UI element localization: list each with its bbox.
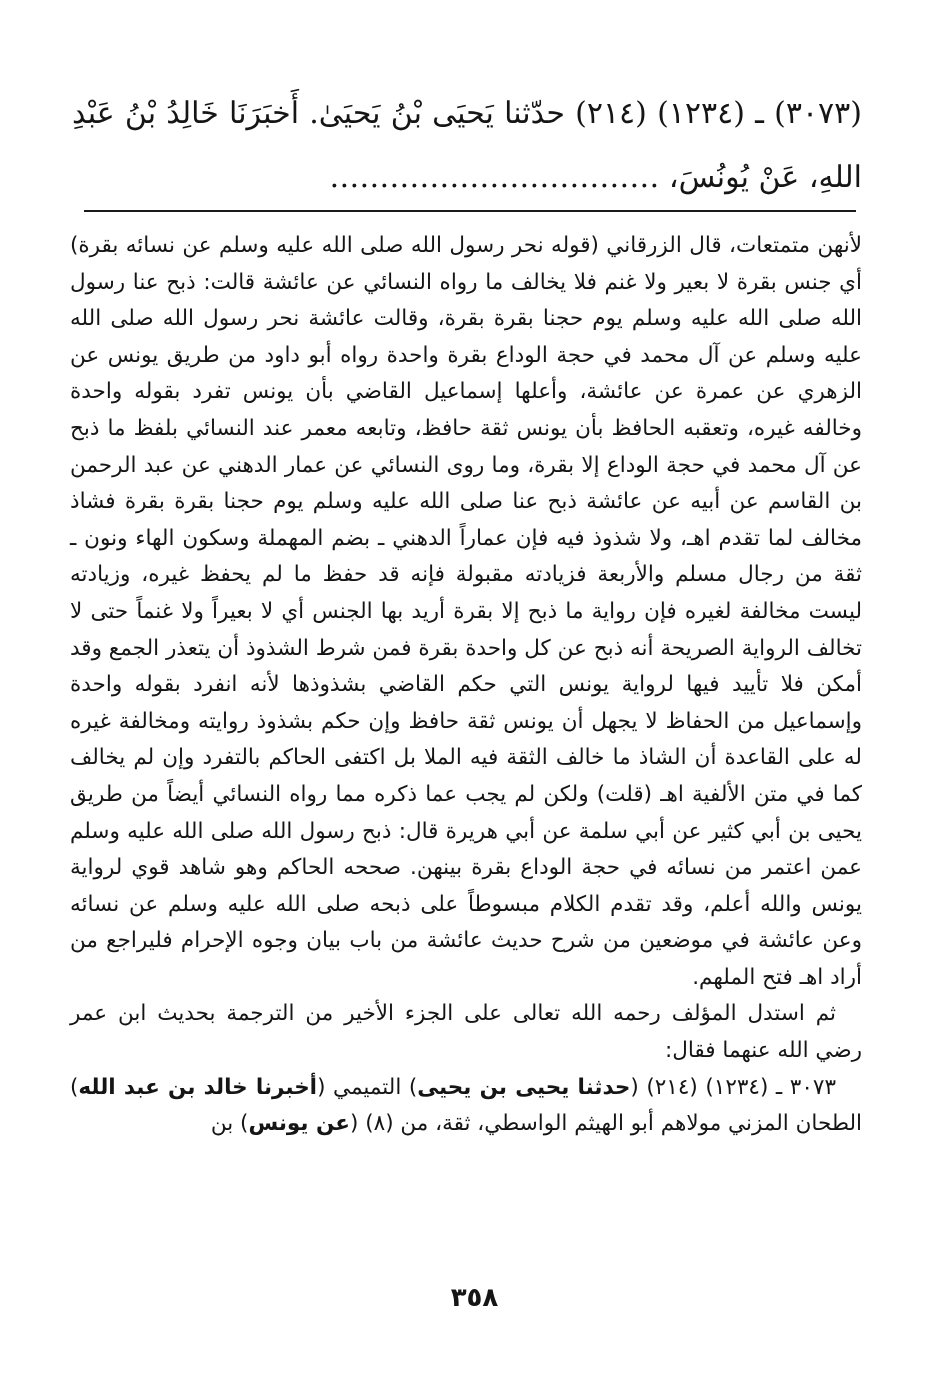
commentary-paragraph: ثم استدل المؤلف رحمه الله تعالى على الجزء الأخير من الترجمة بحديث ابن عمر رضي الله عنهما فقال:: [70, 1001, 862, 1064]
ellipsis-dots: ……………………………: [329, 160, 660, 195]
narrator-note: ) بن: [210, 1111, 249, 1137]
page-number: ٣٥٨: [450, 1283, 499, 1313]
narrator-quote: حدثنا يحيى بن يحيى: [417, 1074, 631, 1100]
hadith-text-block: [72, 82, 862, 210]
hadith-chain-paragraph: [70, 1070, 862, 1143]
footnote-divider: [84, 210, 856, 212]
narrator-note: ) الطحان المزني مولاهم أبو الهيثم الواسطي، ثقة، من (٨) (: [70, 1074, 862, 1137]
commentary-block: [70, 228, 862, 1143]
commentary-paragraph: لأنهن متمتعات، قال الزرقاني (قوله نحر رسول الله صلى الله عليه وسلم عن نسائه بقرة) أي جنس بقرة لا بعير ولا غنم فلا يخالف ما رواه النسائي عن عائشة قالت: ذبح عنا رسول الله صلى الله عليه وسلم يوم حجنا بقرة بقرة، وقالت عائشة نحر رسول الله صلى الله عليه وسلم عن آل محمد في حجة الوداع بقرة واحدة رواه أبو داود من طريق يونس عن الزهري عن عمرة عن عائشة، وأعلها إسماعيل القاضي بأن يونس تفرد بقوله واحدة وخالفه غيره، وتعقبه الحافظ بأن يونس ثقة حافظ، وتابعه معمر عند النسائي بلفظ ما ذبح عن آل محمد في حجة الوداع إلا بقرة، وما روى النسائي عن عمار الدهني عن عبد الرحمن بن القاسم عن أبيه عن عائشة ذبح عنا صلى الله عليه وسلم يوم حجنا بقرة بقرة فشاذ مخالف لما تقدم اهـ، ولا شذوذ فيه فإن عماراً الدهني ـ بضم المهملة وسكون الهاء ونون ـ ثقة من رجال مسلم والأربعة فزيادته مقبولة فإنه قد حفظ ما لم يحفظ غيره، وزيادته ليست مخالفة لغيره فإن رواية ما ذبح إلا بقرة أريد بها الجنس أي لا بعيراً ولا غنماً حتى لا تخالف الرواية الصريحة أنه ذبح عن كل واحدة بقرة فمن شرط الشذوذ أن يتعذر الجمع وقد أمكن فلا تأييد فيها لرواية يونس التي حكم القاضي بشذوذها لأنه انفرد بقوله واحدة وإسماعيل من الحفاظ لا يجهل أن يونس ثقة حافظ وإن حكم بشذوذ روايته ومخالفة غيره له على القاعدة أن الشاذ ما خالف الثقة فيه الملا بل اكتفى الحاكم بالتفرد وإن لم يخالف كما في متن الألفية اهـ (قلت) ولكن لم يجب عما ذكره مما رواه النسائي أيضاً من طريق يحيى بن أبي كثير عن أبي سلمة عن أبي هريرة قال: ذبح رسول الله صلى الله عليه وسلم عمن اعتمر من نسائه في حجة الوداع بقرة بينهن. صححه الحاكم وهو شاهد قوي لرواية يونس والله أعلم، وقد تقدم الكلام مبسوطاً على ذبحه صلى الله عليه وسلم عن نسائه وعن عائشة في موضعين من شرح حديث عائشة من باب بيان وجوه الإحرام فليراجع من أراد اهـ فتح الملهم.: [70, 233, 862, 990]
narrator-note: ) التميمي (: [317, 1074, 418, 1100]
narrator-quote: عن يونس: [248, 1111, 350, 1137]
narrator-quote: أخبرنا خالد بن عبد الله: [78, 1074, 318, 1100]
hadith-text: (٣٠٧٣) ـ (١٢٣٤) (٢١٤) حدّثنا يَحيَى بْنُ يَحيَىٰ. أَخبَرَنَا خَالِدُ بْنُ عَبْدِ اللهِ، عَنْ يُونُسَ،: [72, 96, 862, 195]
hadith-number: ٣٠٧٣ ـ (١٢٣٤) (٢١٤) (: [630, 1074, 836, 1100]
